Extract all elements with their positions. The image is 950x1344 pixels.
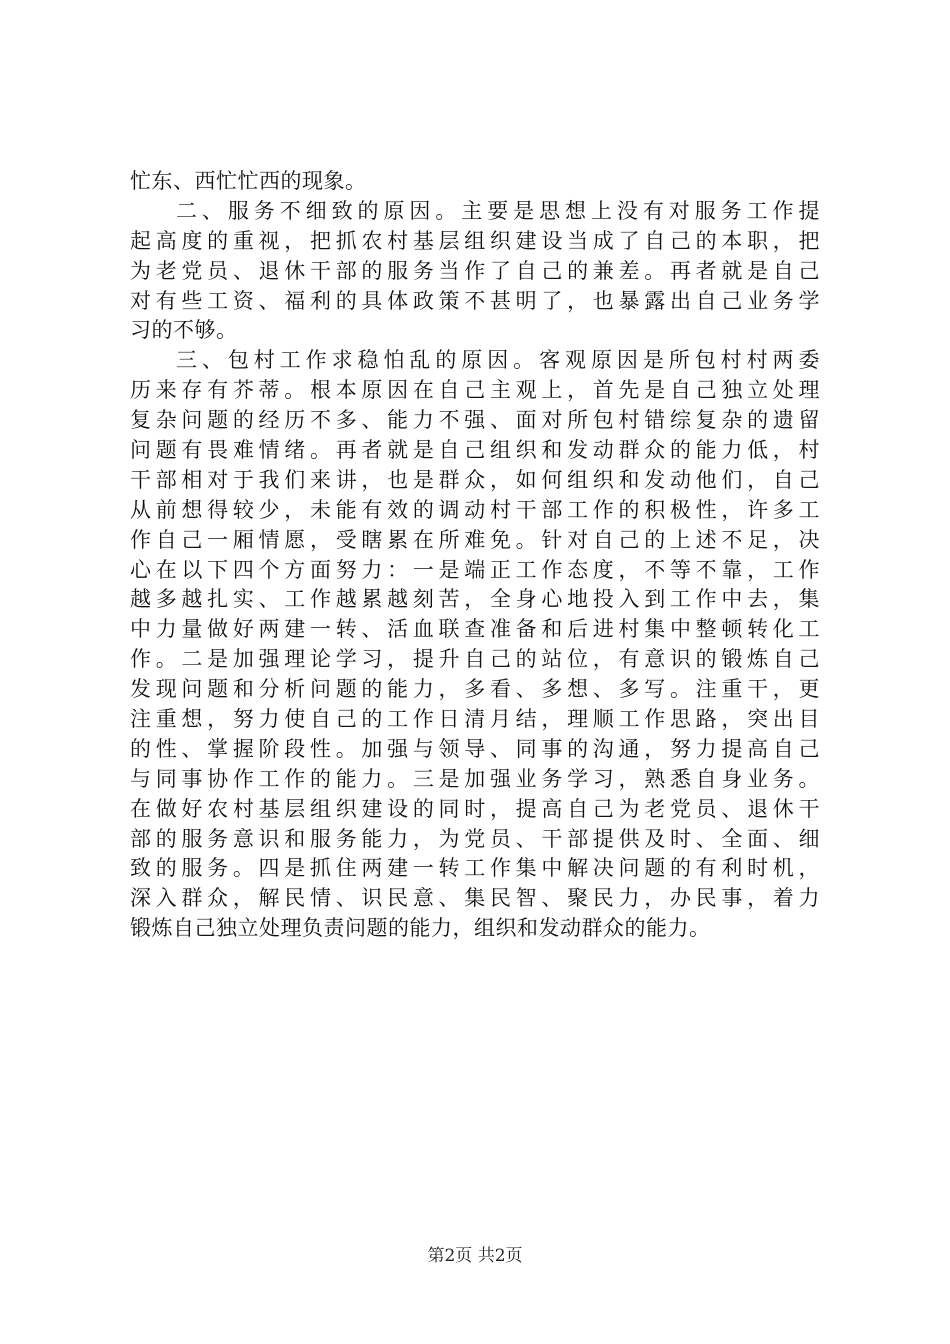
page-footer: 第2页 共2页: [427, 1246, 523, 1266]
text-line: 作自己一厢情愿，受瞎累在所难免。针对自己的上述不足，决: [130, 527, 820, 552]
document-body: [130, 167, 820, 944]
text-line: 问题有畏难情绪。再者就是自己组织和发动群众的能力低，村: [130, 438, 820, 463]
text-line: 起高度的重视，把抓农村基层组织建设当成了自己的本职，把: [130, 228, 820, 253]
text-line: 注重想，努力使自己的工作日清月结，理顺工作思路，突出目: [130, 707, 820, 732]
text-line: 对有些工资、福利的具体政策不甚明了，也暴露出自己业务学: [130, 288, 820, 313]
text-line: 致的服务。四是抓住两建一转工作集中解决问题的有利时机，: [130, 856, 820, 881]
text-line: 复杂问题的经历不多、能力不强、面对所包村错综复杂的遗留: [130, 408, 820, 433]
paragraph-3-first-line: 三、包村工作求稳怕乱的原因。客观原因是所包村村两委: [176, 348, 820, 373]
text-line: 锻炼自己独立处理负责问题的能力，组织和发动群众的能力。: [130, 916, 711, 941]
text-line: 作。二是加强理论学习，提升自己的站位，有意识的锻炼自己: [130, 647, 820, 672]
text-line: 深入群众，解民情、识民意、集民智、聚民力，办民事，着力: [130, 886, 820, 911]
paragraph-2-first-line: 二、服务不细致的原因。主要是思想上没有对服务工作提: [176, 198, 820, 223]
text-line: 为老党员、退休干部的服务当作了自己的兼差。再者就是自己: [130, 258, 820, 283]
text-line: 的性、掌握阶段性。加强与领导、同事的沟通，努力提高自己: [130, 736, 820, 761]
text-line: 部的服务意识和服务能力，为党员、干部提供及时、全面、细: [130, 826, 820, 851]
text-line: 习的不够。: [130, 318, 238, 343]
text-line: 心在以下四个方面努力：一是端正工作态度，不等不靠，工作: [130, 557, 820, 582]
text-line: 与同事协作工作的能力。三是加强业务学习，熟悉自身业务。: [130, 766, 820, 791]
text-line: 发现问题和分析问题的能力，多看、多想、多写。注重干，更: [130, 677, 820, 702]
text-line: 越多越扎实、工作越累越刻苦，全身心地投入到工作中去，集: [130, 587, 820, 612]
text-line: 历来存有芥蒂。根本原因在自己主观上，首先是自己独立处理: [130, 378, 820, 403]
text-line: 中力量做好两建一转、活血联查准备和后进村集中整顿转化工: [130, 617, 820, 642]
text-line: 从前想得较少，未能有效的调动村干部工作的积极性，许多工: [130, 497, 820, 522]
text-line: 干部相对于我们来讲，也是群众，如何组织和发动他们，自己: [130, 467, 820, 492]
text-line: 在做好农村基层组织建设的同时，提高自己为老党员、退休干: [130, 796, 820, 821]
text-line: 忙东、西忙忙西的现象。: [130, 169, 367, 193]
